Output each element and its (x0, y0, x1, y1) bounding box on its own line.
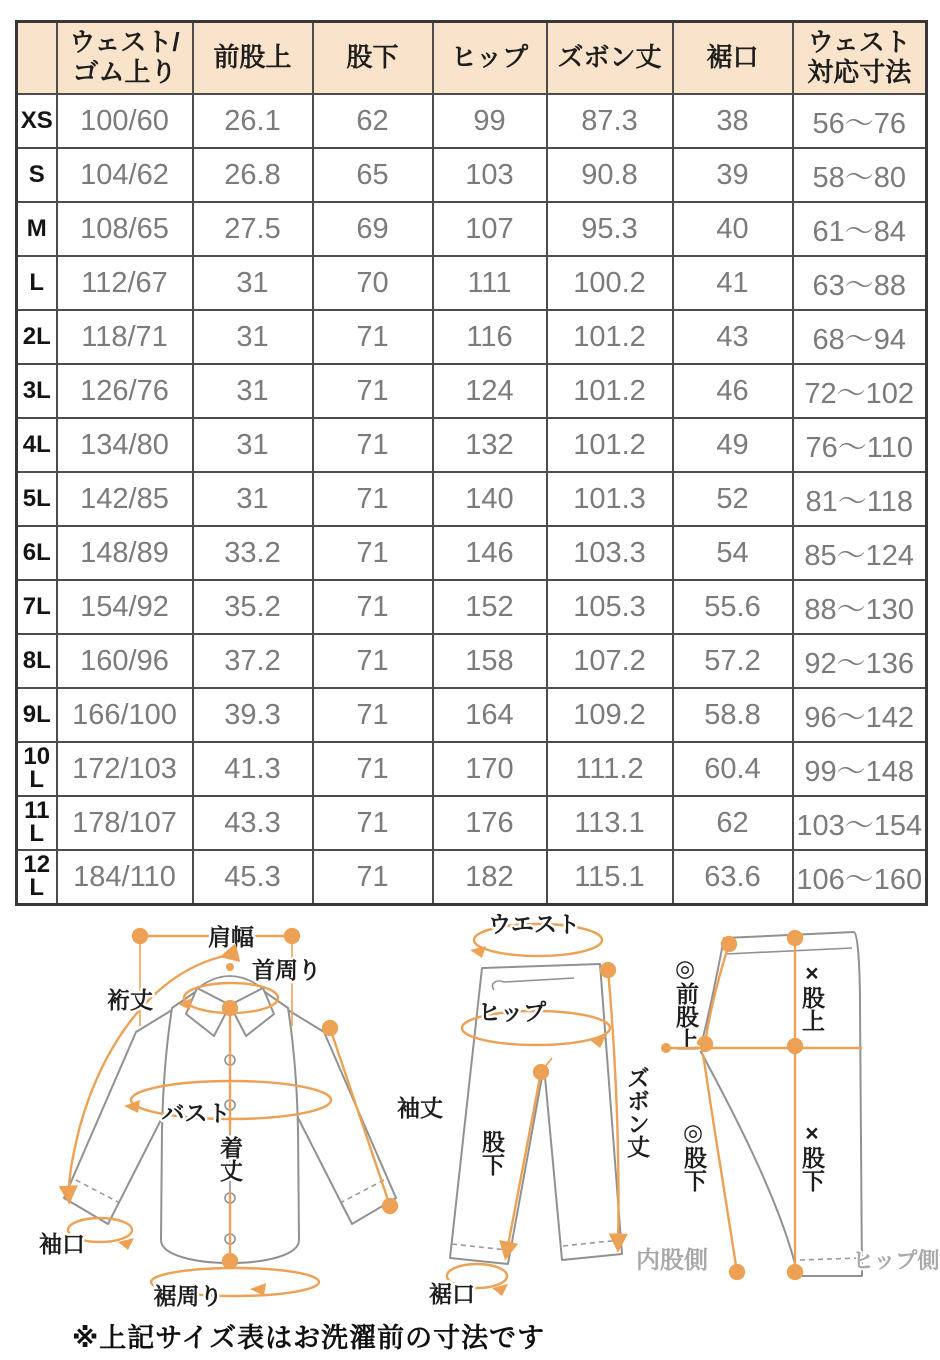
value-cell: 35.2 (193, 580, 313, 634)
value-cell: 26.8 (193, 148, 313, 202)
value-cell: 103〜154 (793, 796, 927, 850)
value-cell: 63〜88 (793, 256, 927, 310)
value-cell: 46 (673, 364, 793, 418)
shirt-shoulder-width-label: 肩幅 (208, 924, 254, 950)
value-cell: 164 (433, 688, 547, 742)
pants-inseam-label: 股下 (479, 1130, 505, 1176)
value-cell: 90.8 (547, 148, 673, 202)
value-cell: 99 (433, 94, 547, 148)
table-row (17, 688, 927, 742)
value-cell: 56〜76 (793, 94, 927, 148)
value-cell: 38 (673, 94, 793, 148)
value-cell: 88〜130 (793, 580, 927, 634)
value-cell: 100/60 (57, 94, 193, 148)
size-cell: M (17, 202, 57, 256)
value-cell: 103.3 (547, 526, 673, 580)
shirt-body-length-label: 着丈 (217, 1136, 243, 1182)
table-row (17, 364, 927, 418)
value-cell: 158 (433, 634, 547, 688)
table-row (17, 202, 927, 256)
value-cell: 170 (433, 742, 547, 796)
table-row (17, 256, 927, 310)
pants-front-diagram (429, 911, 650, 1307)
value-cell: 178/107 (57, 796, 193, 850)
value-cell: 118/71 (57, 310, 193, 364)
shirt-bust-label: バスト (161, 1100, 231, 1126)
value-cell: 45.3 (193, 850, 313, 905)
value-cell: 109.2 (547, 688, 673, 742)
table-row (17, 742, 927, 796)
value-cell: 81〜118 (793, 472, 927, 526)
size-cell: 7L (17, 580, 57, 634)
value-cell: 146 (433, 526, 547, 580)
value-cell: 116 (433, 310, 547, 364)
value-cell: 43.3 (193, 796, 313, 850)
value-cell: 61〜84 (793, 202, 927, 256)
value-cell: 71 (313, 742, 433, 796)
value-cell: 70 (313, 256, 433, 310)
value-cell: 111 (433, 256, 547, 310)
col-header-1: ウェスト/ゴム上り (57, 22, 193, 95)
value-cell: 69 (313, 202, 433, 256)
value-cell: 26.1 (193, 94, 313, 148)
measurement-diagrams (0, 908, 940, 1310)
table-row (17, 796, 927, 850)
size-cell: 2L (17, 310, 57, 364)
size-table (15, 20, 928, 906)
value-cell: 140 (433, 472, 547, 526)
value-cell: 49 (673, 418, 793, 472)
value-cell: 71 (313, 364, 433, 418)
value-cell: 100.2 (547, 256, 673, 310)
value-cell: 37.2 (193, 634, 313, 688)
pants-length-label: ズボン丈 (624, 1066, 650, 1158)
value-cell: 33.2 (193, 526, 313, 580)
value-cell: 107 (433, 202, 547, 256)
value-cell: 54 (673, 526, 793, 580)
value-cell: 31 (193, 418, 313, 472)
shirt-cuff-label: 袖口 (39, 1231, 85, 1257)
value-cell: 57.2 (673, 634, 793, 688)
size-cell: 8L (17, 634, 57, 688)
col-header-5: ズボン丈 (547, 22, 673, 95)
table-row (17, 580, 927, 634)
shirt-sleeve-length-label: 袖丈 (397, 1095, 443, 1121)
value-cell: 107.2 (547, 634, 673, 688)
size-cell: 4L (17, 418, 57, 472)
col-header-7: ウェスト対応寸法 (793, 22, 927, 95)
value-cell: 31 (193, 256, 313, 310)
pants-hem-label: 裾口 (429, 1281, 475, 1307)
value-cell: 39.3 (193, 688, 313, 742)
size-cell: S (17, 148, 57, 202)
value-cell: 103 (433, 148, 547, 202)
pre-wash-note: ※上記サイズ表はお洗濯前の寸法です (72, 1323, 546, 1353)
table-row (17, 526, 927, 580)
value-cell: 101.2 (547, 364, 673, 418)
value-cell: 85〜124 (793, 526, 927, 580)
value-cell: 62 (673, 796, 793, 850)
value-cell: 104/62 (57, 148, 193, 202)
value-cell: 124 (433, 364, 547, 418)
value-cell: 184/110 (57, 850, 193, 905)
value-cell: 71 (313, 310, 433, 364)
pants-waist-label: ウエスト (488, 911, 580, 937)
side-hip-caption: ヒップ側 (852, 1248, 940, 1273)
size-cell: 5L (17, 472, 57, 526)
header-row (17, 22, 927, 95)
value-cell: 41.3 (193, 742, 313, 796)
side-rise-label: ×股上 (799, 960, 825, 1032)
size-cell: XS (17, 94, 57, 148)
value-cell: 31 (193, 310, 313, 364)
side-inner-caption: 内股側 (636, 1247, 708, 1274)
table-row (17, 850, 927, 905)
table-row (17, 418, 927, 472)
value-cell: 71 (313, 850, 433, 905)
value-cell: 148/89 (57, 526, 193, 580)
value-cell: 31 (193, 364, 313, 418)
col-header-3: 股下 (313, 22, 433, 95)
value-cell: 152 (433, 580, 547, 634)
side-inseam-b-label: ×股下 (799, 1120, 825, 1192)
value-cell: 134/80 (57, 418, 193, 472)
value-cell: 71 (313, 526, 433, 580)
value-cell: 65 (313, 148, 433, 202)
value-cell: 52 (673, 472, 793, 526)
size-cell: 11L (17, 796, 57, 850)
value-cell: 96〜142 (793, 688, 927, 742)
size-cell: 6L (17, 526, 57, 580)
value-cell: 55.6 (673, 580, 793, 634)
value-cell: 166/100 (57, 688, 193, 742)
value-cell: 58〜80 (793, 148, 927, 202)
col-header-2: 前股上 (193, 22, 313, 95)
shirt-neck-label: 首周り (252, 957, 321, 983)
value-cell: 95.3 (547, 202, 673, 256)
value-cell: 43 (673, 310, 793, 364)
value-cell: 99〜148 (793, 742, 927, 796)
shirt-yuki-label: 裄丈 (107, 987, 153, 1013)
value-cell: 68〜94 (793, 310, 927, 364)
table-row (17, 94, 927, 148)
value-cell: 39 (673, 148, 793, 202)
col-header-6: 裾口 (673, 22, 793, 95)
value-cell: 62 (313, 94, 433, 148)
value-cell: 40 (673, 202, 793, 256)
value-cell: 112/67 (57, 256, 193, 310)
value-cell: 71 (313, 580, 433, 634)
value-cell: 87.3 (547, 94, 673, 148)
value-cell: 172/103 (57, 742, 193, 796)
value-cell: 132 (433, 418, 547, 472)
col-header-4: ヒップ (433, 22, 547, 95)
value-cell: 160/96 (57, 634, 193, 688)
value-cell: 142/85 (57, 472, 193, 526)
col-header-0 (17, 22, 57, 95)
value-cell: 71 (313, 796, 433, 850)
value-cell: 60.4 (673, 742, 793, 796)
value-cell: 154/92 (57, 580, 193, 634)
value-cell: 71 (313, 688, 433, 742)
size-cell: 10L (17, 742, 57, 796)
value-cell: 108/65 (57, 202, 193, 256)
value-cell: 101.2 (547, 310, 673, 364)
table-row (17, 148, 927, 202)
value-cell: 58.8 (673, 688, 793, 742)
shirt-diagram (39, 924, 443, 1309)
size-cell: 9L (17, 688, 57, 742)
pants-side-diagram (636, 932, 939, 1276)
pants-side-outline (700, 932, 862, 1276)
size-table-header (17, 22, 927, 95)
value-cell: 41 (673, 256, 793, 310)
table-row (17, 472, 927, 526)
value-cell: 106〜160 (793, 850, 927, 905)
value-cell: 101.2 (547, 418, 673, 472)
value-cell: 105.3 (547, 580, 673, 634)
value-cell: 176 (433, 796, 547, 850)
size-cell: 3L (17, 364, 57, 418)
value-cell: 113.1 (547, 796, 673, 850)
pants-hip-label: ヒップ (477, 999, 547, 1025)
shirt-left-sleeve (64, 1010, 172, 1224)
size-table-body (17, 94, 927, 905)
value-cell: 115.1 (547, 850, 673, 905)
table-row (17, 310, 927, 364)
shirt-hem-label: 裾周り (153, 1283, 223, 1309)
value-cell: 71 (313, 418, 433, 472)
value-cell: 92〜136 (793, 634, 927, 688)
side-inseam-a-label: ◎股下 (681, 1120, 707, 1192)
size-cell: L (17, 256, 57, 310)
value-cell: 71 (313, 472, 433, 526)
table-row (17, 634, 927, 688)
value-cell: 31 (193, 472, 313, 526)
value-cell: 72〜102 (793, 364, 927, 418)
value-cell: 71 (313, 634, 433, 688)
value-cell: 111.2 (547, 742, 673, 796)
value-cell: 126/76 (57, 364, 193, 418)
value-cell: 182 (433, 850, 547, 905)
value-cell: 27.5 (193, 202, 313, 256)
shirt-right-sleeve (288, 1010, 396, 1224)
value-cell: 63.6 (673, 850, 793, 905)
side-front-rise-label: ◎前股上 (673, 956, 699, 1051)
value-cell: 101.3 (547, 472, 673, 526)
size-cell: 12L (17, 850, 57, 905)
value-cell: 76〜110 (793, 418, 927, 472)
